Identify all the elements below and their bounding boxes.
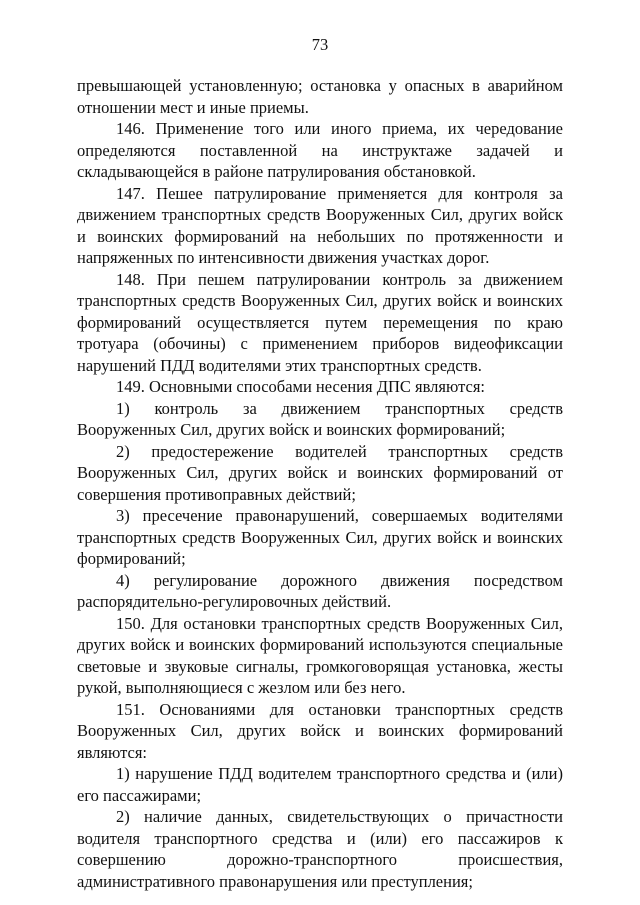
paragraph-151: 151. Основаниями для остановки транспортных средств Вооруженных Сил, других войск и воинских формирований являются:: [77, 699, 563, 762]
paragraph-151-item-2: 2) наличие данных, свидетельствующих о причастности водителя транспортного средства и (или) его пассажиров к совершению дорожно-транспортного происшествия, административного правонарушения или преступления;: [77, 807, 563, 891]
paragraph-149: 149. Основными способами несения ДПС являются:: [116, 377, 486, 396]
paragraph-150: 150. Для остановки транспортных средств Вооруженных Сил, других войск и воинских формирований используются специальные световые и звуковые сигналы, громкоговорящая установка, жесты рукой, выполняющиеся с жезлом или без него.: [77, 613, 563, 697]
paragraph-148: 148. При пешем патрулировании контроль за движением транспортных средств Вооруженных Сил, других войск и воинских формирований осуществляется путем перемещения по краю тротуара (обочины) с применением приборов видеофиксации нарушений ПДД водителями этих транспортных средств.: [77, 269, 563, 375]
page-number: 73: [311, 35, 329, 54]
paragraph-146: 146. Применение того или иного приема, их чередование определяются поставленной на инструктаже задачей и складывающейся в районе патрулирования обстановкой.: [77, 119, 563, 181]
paragraph-149-item-2: 2) предостережение водителей транспортных средств Вооруженных Сил, других войск и воинских формирований от совершения противоправных действий;: [77, 441, 563, 504]
paragraph-151-item-1: 1) нарушение ПДД водителем транспортного средства и (или) его пассажирами;: [77, 764, 563, 805]
document-body: [77, 75, 563, 892]
paragraph-147: 147. Пешее патрулирование применяется для контроля за движением транспортных средств Вооруженных Сил, других войск и воинских формирований на небольших по протяженности и напряженных по интенсивности движения участках дорог.: [77, 183, 563, 267]
paragraph-continuation: превышающей установленную; остановка у опасных в аварийном отношении мест и иные приемы.: [77, 76, 563, 117]
paragraph-149-item-4: 4) регулирование дорожного движения посредством распорядительно-регулировочных действий.: [77, 570, 563, 611]
paragraph-149-item-1: 1) контроль за движением транспортных средств Вооруженных Сил, других войск и воинских формирований;: [77, 398, 563, 439]
paragraph-149-item-3: 3) пресечение правонарушений, совершаемых водителями транспортных средств Вооруженных Сил, других войск и воинских формирований;: [77, 506, 563, 568]
